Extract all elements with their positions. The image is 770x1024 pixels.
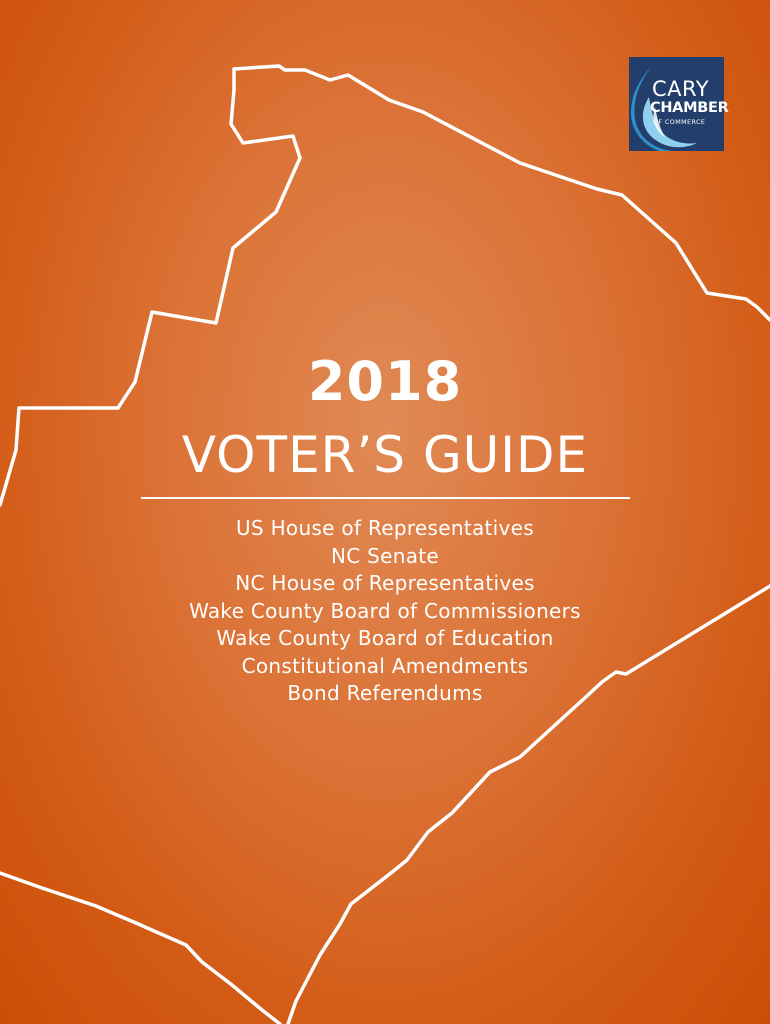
contents-item-nc-senate: NC Senate (330, 543, 440, 568)
title-divider (141, 497, 630, 499)
cary-chamber-logo (629, 57, 729, 151)
contents-item-constitutional-amendments: Constitutional Amendments (241, 653, 529, 678)
contents-item-county-commissioners: Wake County Board of Commissioners (189, 598, 581, 623)
contents-item-us-house: US House of Representatives (235, 516, 534, 540)
logo-chamber-text: CHAMBER (650, 100, 729, 116)
guide-year: 2018 (307, 350, 463, 413)
contents-item-board-of-education: Wake County Board of Education (216, 626, 554, 650)
logo-commerce-text: OF COMMERCE (653, 118, 706, 126)
logo-cary-text: CARY (652, 77, 710, 101)
contents-item-bond-referendums: Bond Referendums (287, 681, 483, 705)
contents-list (0, 515, 770, 708)
contents-item-nc-house: NC House of Representatives (235, 571, 535, 595)
guide-title: VOTER’S GUIDE (181, 426, 589, 484)
